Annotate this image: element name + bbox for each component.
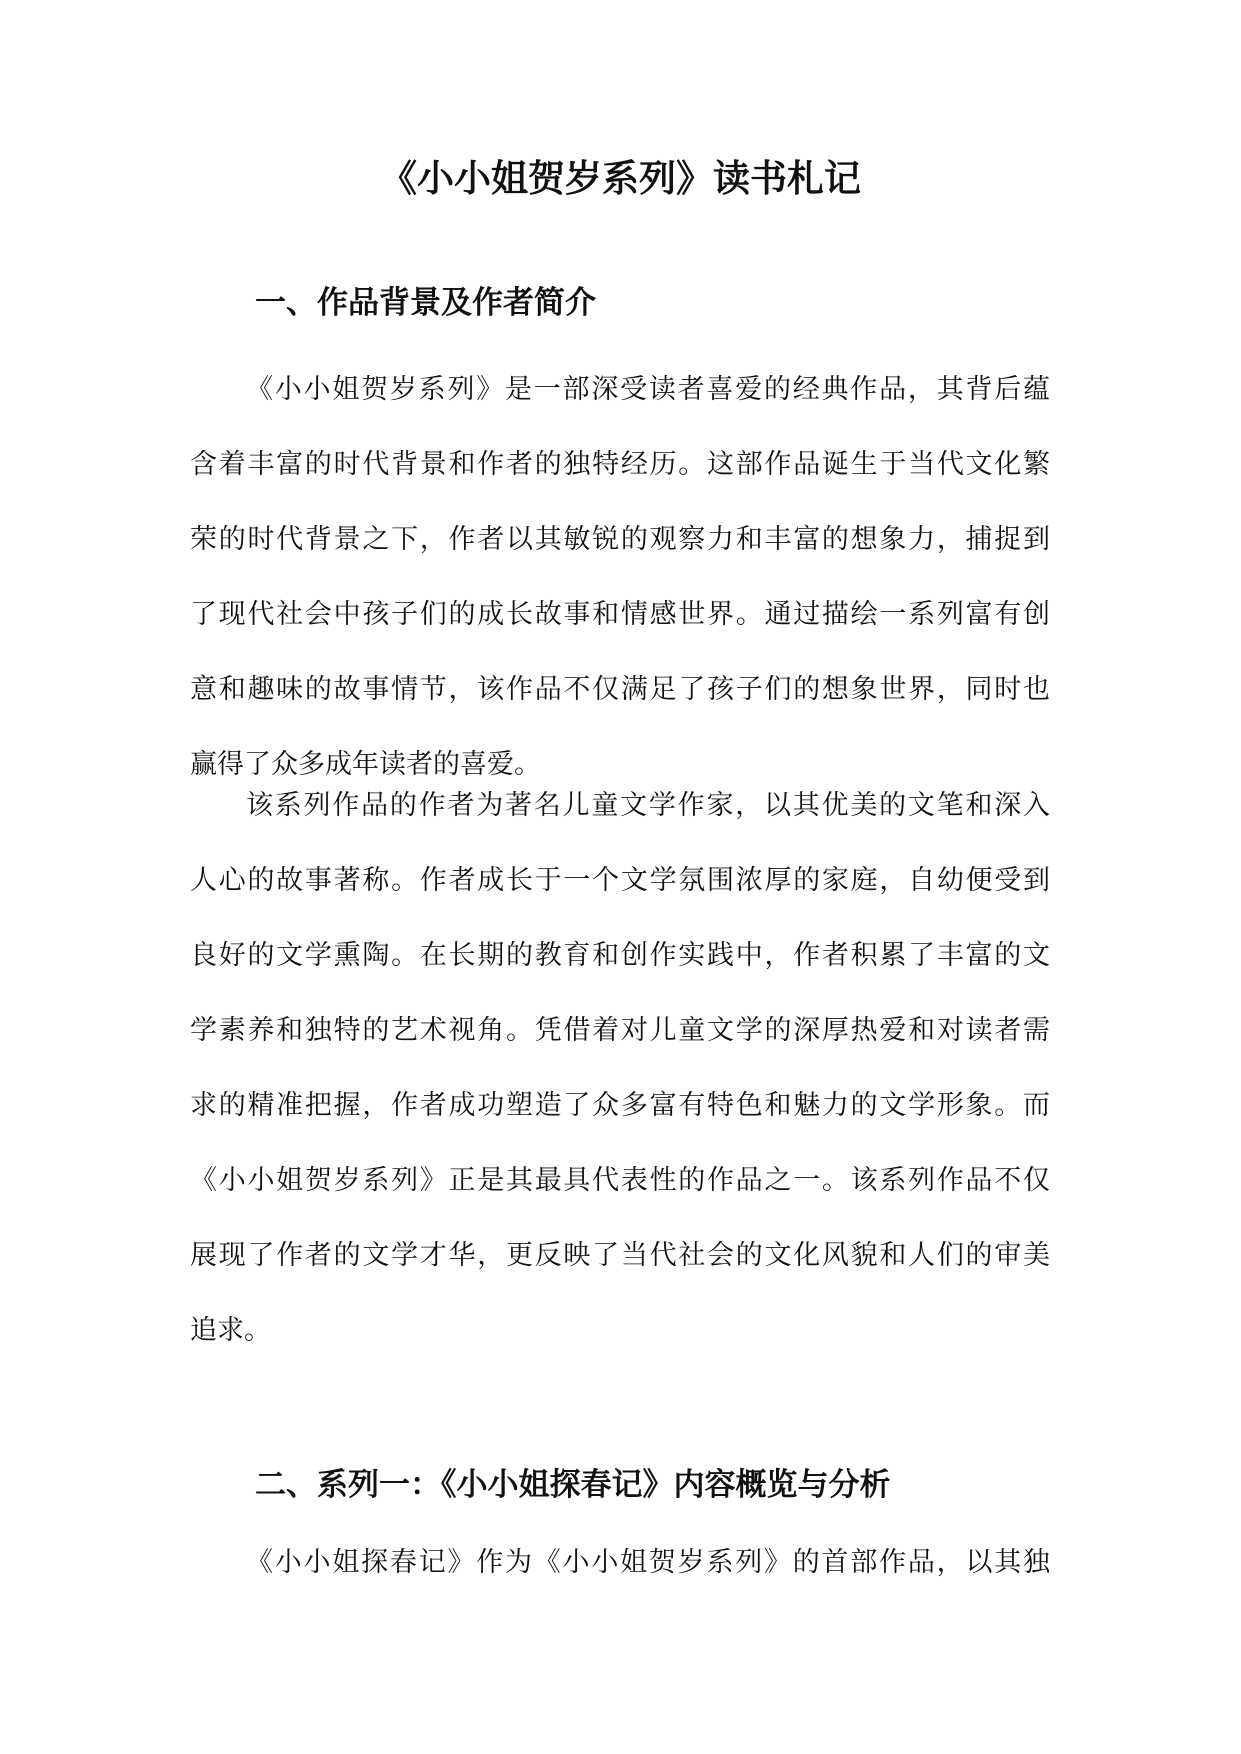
section-heading-2: 二、系列一：《小小姐探春记》内容概览与分析 xyxy=(255,1467,891,1503)
paragraph-line: 该系列作品的作者为著名儿童文学作家，以其优美的文笔和深入 xyxy=(246,790,1050,821)
paragraph-line: 《小小姐贺岁系列》正是其最具代表性的作品之一。该系列作品不仅 xyxy=(190,1165,1050,1196)
paragraph-line: 荣的时代背景之下，作者以其敏锐的观察力和丰富的想象力，捕捉到 xyxy=(190,524,1050,555)
paragraph-line: 良好的文学熏陶。在长期的教育和创作实践中，作者积累了丰富的文 xyxy=(190,940,1050,971)
paragraph-line: 赢得了众多成年读者的喜爱。 xyxy=(190,749,541,780)
paragraph-line: 含着丰富的时代背景和作者的独特经历。这部作品诞生于当代文化繁 xyxy=(190,449,1050,480)
paragraph-line: 人心的故事著称。作者成长于一个文学氛围浓厚的家庭，自幼便受到 xyxy=(190,865,1050,896)
paragraph-line: 求的精准把握，作者成功塑造了众多富有特色和魅力的文学形象。而 xyxy=(190,1090,1050,1121)
paragraph-line: 展现了作者的文学才华，更反映了当代社会的文化风貌和人们的审美 xyxy=(190,1240,1050,1271)
paragraph-line: 《小小姐探春记》作为《小小姐贺岁系列》的首部作品，以其独 xyxy=(246,1547,1050,1578)
document-title: 《小小姐贺岁系列》读书札记 xyxy=(380,156,861,200)
paragraph-background xyxy=(190,352,1050,802)
paragraph-line: 《小小姐贺岁系列》是一部深受读者喜爱的经典作品，其背后蕴 xyxy=(246,374,1050,405)
section-heading-1: 一、作品背景及作者简介 xyxy=(255,285,596,321)
paragraph-author xyxy=(190,768,1050,1368)
paragraph-series-one xyxy=(190,1525,1050,1600)
paragraph-line: 了现代社会中孩子们的成长故事和情感世界。通过描绘一系列富有创 xyxy=(190,599,1050,630)
paragraph-line: 学素养和独特的艺术视角。凭借着对儿童文学的深厚热爱和对读者需 xyxy=(190,1015,1050,1046)
paragraph-line: 意和趣味的故事情节，该作品不仅满足了孩子们的想象世界，同时也 xyxy=(190,674,1050,705)
paragraph-line: 追求。 xyxy=(190,1315,271,1346)
